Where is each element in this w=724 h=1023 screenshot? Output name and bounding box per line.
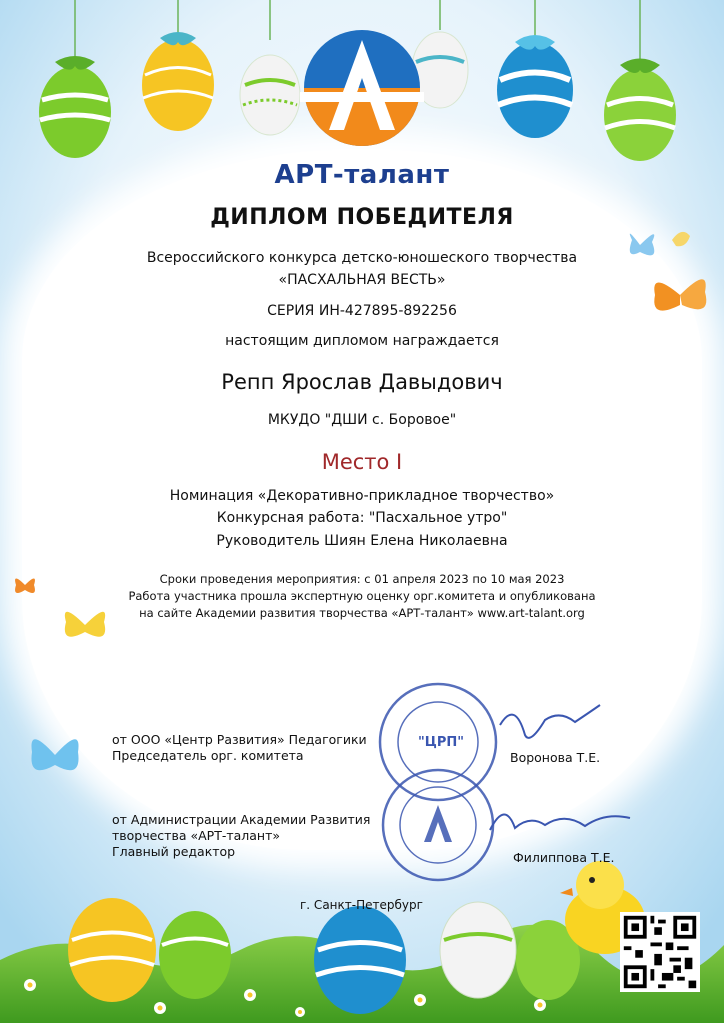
art-talant-logo-icon: [300, 30, 424, 146]
signature-voronova-icon: [500, 705, 600, 738]
qr-code-icon: [620, 912, 700, 992]
review-line-2: на сайте Академии развития творчества «АРТ-талант» www.art-talant.org: [139, 606, 585, 620]
crp-stamp-label: "ЦРП": [418, 735, 465, 750]
contest-line-1: Всероссийского конкурса детско-юношеского творчества: [146, 250, 578, 266]
yellow-egg-icon: [142, 32, 214, 131]
signature-second-line-1: от Администрации Академии Развития: [112, 812, 371, 827]
signature-first-line-2: Председатель орг. комитета: [112, 748, 304, 763]
recipient-name: Репп Ярослав Давыдович: [221, 370, 503, 394]
green-egg-icon: [39, 56, 111, 158]
green-egg-icon: [604, 59, 676, 162]
signature-first-line-1: от ООО «Центр Развития» Педагогики: [112, 732, 367, 747]
white-egg-icon: [240, 55, 300, 135]
review-line-1: Работа участника прошла экспертную оценку орг.комитета и опубликована: [128, 589, 596, 603]
signature-filippova-icon: [490, 814, 630, 830]
green-egg-icon: [159, 911, 231, 999]
contest-work: Конкурсная работа: "Пасхальное утро": [216, 510, 508, 526]
signature-block-first: [112, 732, 367, 764]
awarded-text: настоящим дипломом награждается: [225, 333, 499, 349]
blue-egg-icon: [497, 35, 573, 138]
diploma-title: ДИПЛОМ ПОБЕДИТЕЛЯ: [210, 205, 514, 230]
contest-line-2: «ПАСХАЛЬНАЯ ВЕСТЬ»: [278, 272, 446, 288]
signature-block-second: [112, 812, 370, 860]
signature-second-line-2: творчества «АРТ-талант»: [112, 828, 281, 843]
signature-second-line-3: Главный редактор: [112, 844, 236, 859]
city: г. Санкт-Петербург: [300, 898, 423, 912]
yellow-egg-icon: [68, 898, 156, 1002]
blue-egg-icon: [314, 906, 406, 1014]
signature-first-name: Воронова Т.Е.: [510, 750, 601, 765]
white-egg-icon: [440, 902, 516, 998]
event-dates: Сроки проведения мероприятия: с 01 апреля 2023 по 10 мая 2023: [159, 572, 565, 586]
brand-name: АРТ-талант: [274, 160, 450, 190]
supervisor: Руководитель Шиян Елена Николаевна: [216, 533, 508, 549]
signature-second-name: Филиппова Т.Е.: [513, 850, 615, 865]
academy-stamp-icon: [383, 770, 493, 880]
organization: МКУДО "ДШИ с. Боровое": [267, 412, 457, 428]
series-number: СЕРИЯ ИН-427895-892256: [267, 303, 457, 319]
place-award: Место I: [321, 450, 403, 474]
nomination: Номинация «Декоративно-прикладное творчество»: [169, 488, 555, 504]
butterfly-icon: [31, 739, 78, 770]
